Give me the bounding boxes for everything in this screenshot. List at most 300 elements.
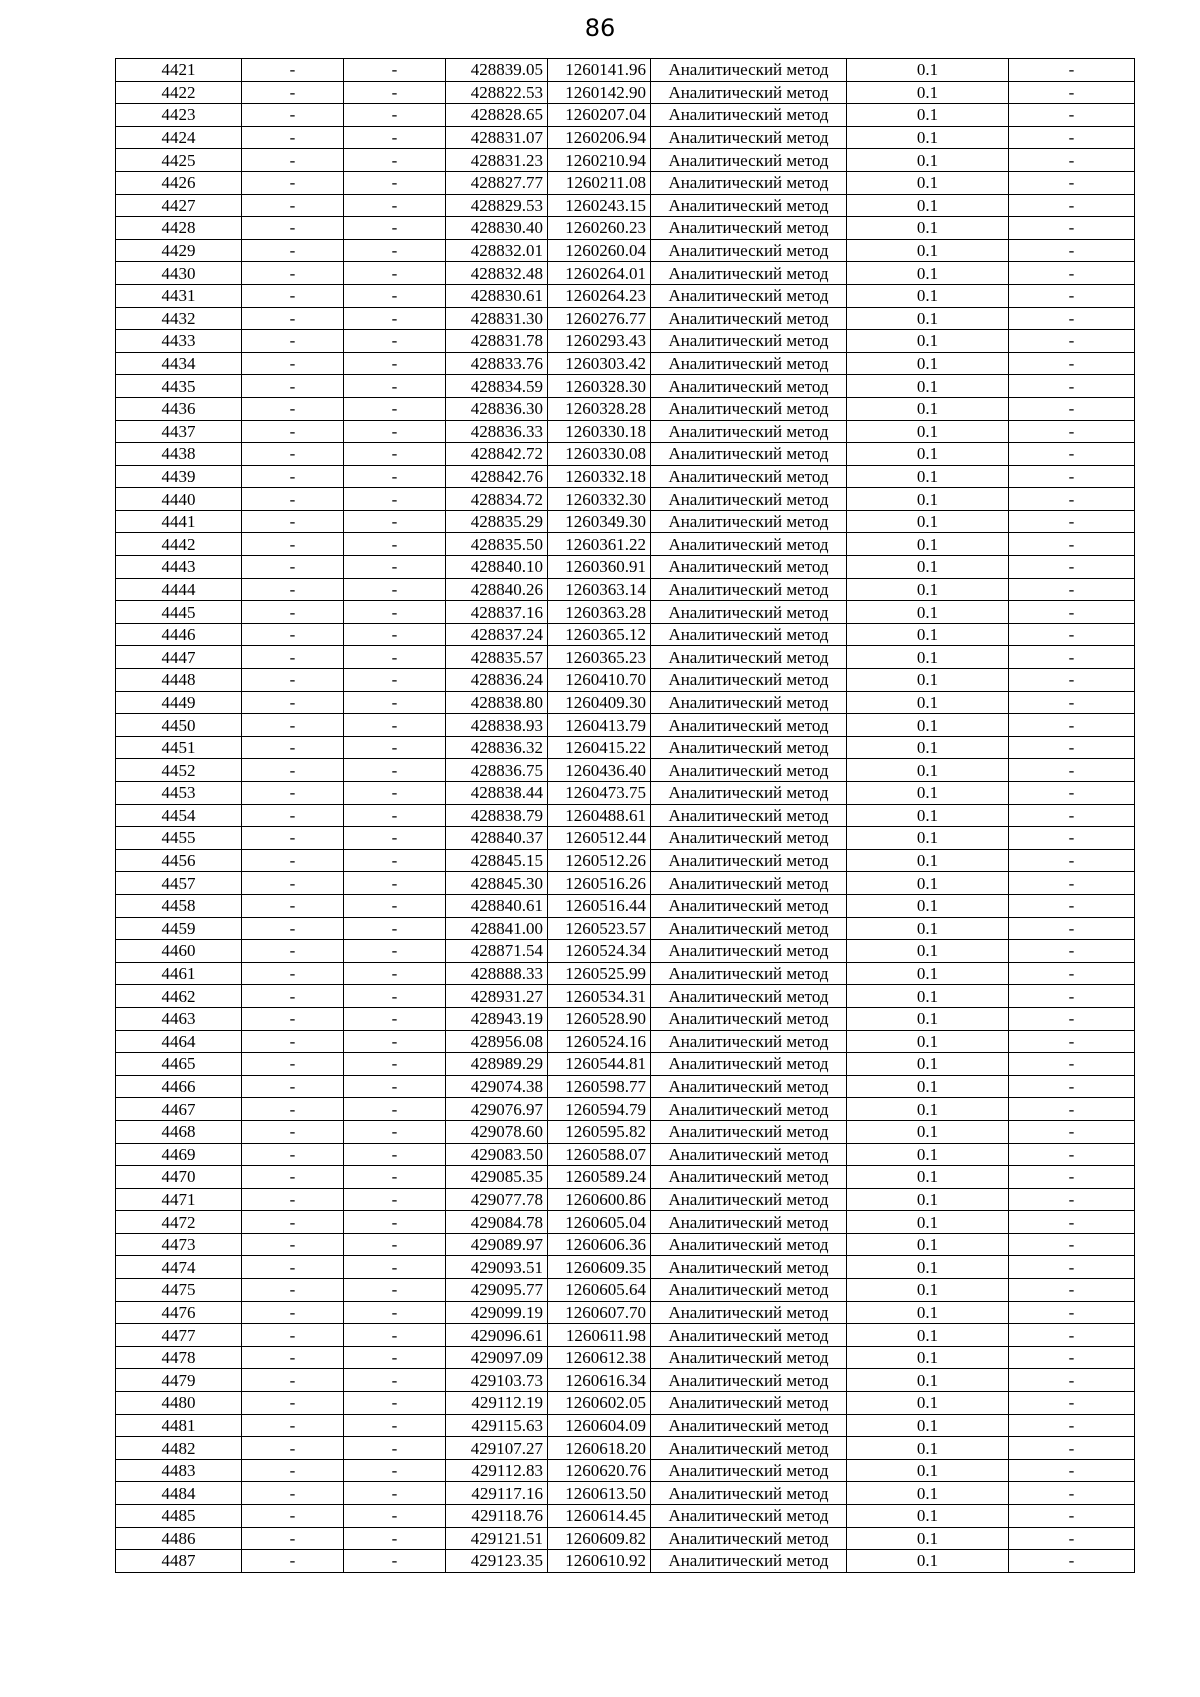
cell-dash-2: -: [344, 126, 446, 149]
y-coordinate: 1260528.90: [548, 1007, 651, 1030]
method-cell: Аналитический метод: [651, 126, 847, 149]
cell-dash-3: -: [1009, 1075, 1135, 1098]
method-cell: Аналитический метод: [651, 330, 847, 353]
cell-dash-1: -: [242, 488, 344, 511]
x-coordinate: 428831.23: [446, 149, 548, 172]
cell-dash-2: -: [344, 1392, 446, 1415]
accuracy-cell: 0.1: [847, 827, 1009, 850]
x-coordinate: 428835.50: [446, 533, 548, 556]
x-coordinate: 429107.27: [446, 1437, 548, 1460]
cell-dash-3: -: [1009, 1482, 1135, 1505]
y-coordinate: 1260264.23: [548, 284, 651, 307]
table-row: [116, 1346, 1135, 1369]
point-number: 4452: [116, 759, 242, 782]
method-cell: Аналитический метод: [651, 623, 847, 646]
accuracy-cell: 0.1: [847, 375, 1009, 398]
y-coordinate: 1260611.98: [548, 1324, 651, 1347]
accuracy-cell: 0.1: [847, 1527, 1009, 1550]
method-cell: Аналитический метод: [651, 1188, 847, 1211]
cell-dash-3: -: [1009, 601, 1135, 624]
cell-dash-1: -: [242, 940, 344, 963]
cell-dash-2: -: [344, 1030, 446, 1053]
accuracy-cell: 0.1: [847, 601, 1009, 624]
accuracy-cell: 0.1: [847, 59, 1009, 82]
cell-dash-2: -: [344, 59, 446, 82]
accuracy-cell: 0.1: [847, 465, 1009, 488]
accuracy-cell: 0.1: [847, 194, 1009, 217]
x-coordinate: 429085.35: [446, 1166, 548, 1189]
cell-dash-2: -: [344, 1301, 446, 1324]
method-cell: Аналитический метод: [651, 104, 847, 127]
y-coordinate: 1260436.40: [548, 759, 651, 782]
accuracy-cell: 0.1: [847, 1505, 1009, 1528]
point-number: 4422: [116, 81, 242, 104]
cell-dash-2: -: [344, 827, 446, 850]
x-coordinate: 429117.16: [446, 1482, 548, 1505]
accuracy-cell: 0.1: [847, 1166, 1009, 1189]
method-cell: Аналитический метод: [651, 1256, 847, 1279]
accuracy-cell: 0.1: [847, 1346, 1009, 1369]
cell-dash-1: -: [242, 126, 344, 149]
table-row: [116, 736, 1135, 759]
cell-dash-1: -: [242, 104, 344, 127]
x-coordinate: 429084.78: [446, 1211, 548, 1234]
y-coordinate: 1260473.75: [548, 782, 651, 805]
accuracy-cell: 0.1: [847, 1075, 1009, 1098]
y-coordinate: 1260524.34: [548, 940, 651, 963]
y-coordinate: 1260360.91: [548, 556, 651, 579]
y-coordinate: 1260616.34: [548, 1369, 651, 1392]
y-coordinate: 1260516.26: [548, 872, 651, 895]
accuracy-cell: 0.1: [847, 81, 1009, 104]
point-number: 4479: [116, 1369, 242, 1392]
x-coordinate: 428836.30: [446, 397, 548, 420]
y-coordinate: 1260260.04: [548, 239, 651, 262]
cell-dash-3: -: [1009, 262, 1135, 285]
x-coordinate: 429118.76: [446, 1505, 548, 1528]
method-cell: Аналитический метод: [651, 397, 847, 420]
point-number: 4442: [116, 533, 242, 556]
y-coordinate: 1260361.22: [548, 533, 651, 556]
cell-dash-1: -: [242, 443, 344, 466]
x-coordinate: 428835.57: [446, 646, 548, 669]
point-number: 4459: [116, 917, 242, 940]
method-cell: Аналитический метод: [651, 1233, 847, 1256]
cell-dash-3: -: [1009, 397, 1135, 420]
cell-dash-2: -: [344, 1527, 446, 1550]
accuracy-cell: 0.1: [847, 985, 1009, 1008]
table-row: [116, 284, 1135, 307]
cell-dash-2: -: [344, 104, 446, 127]
cell-dash-1: -: [242, 330, 344, 353]
cell-dash-2: -: [344, 1053, 446, 1076]
point-number: 4455: [116, 827, 242, 850]
point-number: 4457: [116, 872, 242, 895]
cell-dash-2: -: [344, 759, 446, 782]
x-coordinate: 429099.19: [446, 1301, 548, 1324]
cell-dash-3: -: [1009, 330, 1135, 353]
x-coordinate: 428837.24: [446, 623, 548, 646]
point-number: 4465: [116, 1053, 242, 1076]
table-row: [116, 1188, 1135, 1211]
method-cell: Аналитический метод: [651, 1098, 847, 1121]
x-coordinate: 429077.78: [446, 1188, 548, 1211]
table-row: [116, 262, 1135, 285]
cell-dash-3: -: [1009, 239, 1135, 262]
cell-dash-2: -: [344, 443, 446, 466]
cell-dash-3: -: [1009, 714, 1135, 737]
cell-dash-2: -: [344, 1256, 446, 1279]
cell-dash-1: -: [242, 1143, 344, 1166]
y-coordinate: 1260363.28: [548, 601, 651, 624]
table-row: [116, 1550, 1135, 1573]
point-number: 4445: [116, 601, 242, 624]
accuracy-cell: 0.1: [847, 940, 1009, 963]
accuracy-cell: 0.1: [847, 330, 1009, 353]
x-coordinate: 428833.76: [446, 352, 548, 375]
cell-dash-1: -: [242, 1007, 344, 1030]
cell-dash-1: -: [242, 962, 344, 985]
y-coordinate: 1260303.42: [548, 352, 651, 375]
method-cell: Аналитический метод: [651, 1505, 847, 1528]
cell-dash-3: -: [1009, 1550, 1135, 1573]
cell-dash-1: -: [242, 804, 344, 827]
y-coordinate: 1260602.05: [548, 1392, 651, 1415]
table-row: [116, 623, 1135, 646]
y-coordinate: 1260206.94: [548, 126, 651, 149]
cell-dash-3: -: [1009, 1098, 1135, 1121]
cell-dash-1: -: [242, 714, 344, 737]
point-number: 4427: [116, 194, 242, 217]
cell-dash-2: -: [344, 307, 446, 330]
method-cell: Аналитический метод: [651, 1459, 847, 1482]
point-number: 4453: [116, 782, 242, 805]
x-coordinate: 429112.83: [446, 1459, 548, 1482]
x-coordinate: 428832.48: [446, 262, 548, 285]
y-coordinate: 1260609.35: [548, 1256, 651, 1279]
table-row: [116, 104, 1135, 127]
x-coordinate: 429097.09: [446, 1346, 548, 1369]
method-cell: Аналитический метод: [651, 1369, 847, 1392]
table-row: [116, 1075, 1135, 1098]
method-cell: Аналитический метод: [651, 1075, 847, 1098]
cell-dash-1: -: [242, 1482, 344, 1505]
cell-dash-3: -: [1009, 1143, 1135, 1166]
x-coordinate: 428836.32: [446, 736, 548, 759]
x-coordinate: 428830.40: [446, 217, 548, 240]
cell-dash-2: -: [344, 1505, 446, 1528]
method-cell: Аналитический метод: [651, 510, 847, 533]
point-number: 4439: [116, 465, 242, 488]
point-number: 4444: [116, 578, 242, 601]
cell-dash-2: -: [344, 849, 446, 872]
x-coordinate: 428888.33: [446, 962, 548, 985]
cell-dash-2: -: [344, 239, 446, 262]
table-row: [116, 1053, 1135, 1076]
table-row: [116, 782, 1135, 805]
method-cell: Аналитический метод: [651, 217, 847, 240]
cell-dash-3: -: [1009, 1120, 1135, 1143]
table-row: [116, 849, 1135, 872]
cell-dash-3: -: [1009, 872, 1135, 895]
y-coordinate: 1260332.18: [548, 465, 651, 488]
accuracy-cell: 0.1: [847, 510, 1009, 533]
table-row: [116, 646, 1135, 669]
x-coordinate: 429083.50: [446, 1143, 548, 1166]
cell-dash-2: -: [344, 736, 446, 759]
cell-dash-1: -: [242, 1324, 344, 1347]
cell-dash-2: -: [344, 194, 446, 217]
accuracy-cell: 0.1: [847, 1414, 1009, 1437]
x-coordinate: 429093.51: [446, 1256, 548, 1279]
cell-dash-3: -: [1009, 307, 1135, 330]
point-number: 4426: [116, 171, 242, 194]
table-row: [116, 307, 1135, 330]
cell-dash-1: -: [242, 465, 344, 488]
x-coordinate: 428822.53: [446, 81, 548, 104]
method-cell: Аналитический метод: [651, 827, 847, 850]
method-cell: Аналитический метод: [651, 1053, 847, 1076]
cell-dash-2: -: [344, 1233, 446, 1256]
accuracy-cell: 0.1: [847, 578, 1009, 601]
point-number: 4480: [116, 1392, 242, 1415]
method-cell: Аналитический метод: [651, 759, 847, 782]
y-coordinate: 1260349.30: [548, 510, 651, 533]
method-cell: Аналитический метод: [651, 1324, 847, 1347]
accuracy-cell: 0.1: [847, 126, 1009, 149]
point-number: 4466: [116, 1075, 242, 1098]
cell-dash-1: -: [242, 149, 344, 172]
table-row: [116, 1030, 1135, 1053]
table-row: [116, 556, 1135, 579]
x-coordinate: 428834.72: [446, 488, 548, 511]
method-cell: Аналитический метод: [651, 284, 847, 307]
point-number: 4476: [116, 1301, 242, 1324]
point-number: 4434: [116, 352, 242, 375]
point-number: 4428: [116, 217, 242, 240]
y-coordinate: 1260243.15: [548, 194, 651, 217]
cell-dash-3: -: [1009, 917, 1135, 940]
cell-dash-1: -: [242, 917, 344, 940]
cell-dash-2: -: [344, 917, 446, 940]
table-row: [116, 1437, 1135, 1460]
cell-dash-2: -: [344, 1098, 446, 1121]
method-cell: Аналитический метод: [651, 872, 847, 895]
cell-dash-2: -: [344, 782, 446, 805]
method-cell: Аналитический метод: [651, 149, 847, 172]
cell-dash-2: -: [344, 1143, 446, 1166]
cell-dash-3: -: [1009, 827, 1135, 850]
point-number: 4433: [116, 330, 242, 353]
x-coordinate: 428840.37: [446, 827, 548, 850]
method-cell: Аналитический метод: [651, 1007, 847, 1030]
x-coordinate: 428842.76: [446, 465, 548, 488]
cell-dash-1: -: [242, 1414, 344, 1437]
cell-dash-3: -: [1009, 736, 1135, 759]
y-coordinate: 1260544.81: [548, 1053, 651, 1076]
cell-dash-1: -: [242, 397, 344, 420]
x-coordinate: 428831.07: [446, 126, 548, 149]
method-cell: Аналитический метод: [651, 59, 847, 82]
cell-dash-1: -: [242, 420, 344, 443]
cell-dash-2: -: [344, 940, 446, 963]
y-coordinate: 1260328.30: [548, 375, 651, 398]
cell-dash-2: -: [344, 691, 446, 714]
y-coordinate: 1260607.70: [548, 1301, 651, 1324]
cell-dash-2: -: [344, 669, 446, 692]
method-cell: Аналитический метод: [651, 917, 847, 940]
y-coordinate: 1260332.30: [548, 488, 651, 511]
x-coordinate: 428989.29: [446, 1053, 548, 1076]
table-row: [116, 1301, 1135, 1324]
y-coordinate: 1260488.61: [548, 804, 651, 827]
x-coordinate: 428931.27: [446, 985, 548, 1008]
point-number: 4485: [116, 1505, 242, 1528]
method-cell: Аналитический метод: [651, 194, 847, 217]
table-row: [116, 1279, 1135, 1302]
table-row: [116, 1459, 1135, 1482]
accuracy-cell: 0.1: [847, 1233, 1009, 1256]
cell-dash-1: -: [242, 691, 344, 714]
y-coordinate: 1260330.08: [548, 443, 651, 466]
cell-dash-1: -: [242, 239, 344, 262]
cell-dash-2: -: [344, 262, 446, 285]
accuracy-cell: 0.1: [847, 1279, 1009, 1302]
cell-dash-2: -: [344, 81, 446, 104]
cell-dash-1: -: [242, 1459, 344, 1482]
cell-dash-2: -: [344, 1414, 446, 1437]
cell-dash-3: -: [1009, 1030, 1135, 1053]
x-coordinate: 428838.44: [446, 782, 548, 805]
cell-dash-2: -: [344, 533, 446, 556]
table-row: [116, 420, 1135, 443]
cell-dash-3: -: [1009, 488, 1135, 511]
point-number: 4440: [116, 488, 242, 511]
cell-dash-3: -: [1009, 669, 1135, 692]
point-number: 4487: [116, 1550, 242, 1573]
point-number: 4473: [116, 1233, 242, 1256]
cell-dash-2: -: [344, 1075, 446, 1098]
cell-dash-1: -: [242, 284, 344, 307]
x-coordinate: 429115.63: [446, 1414, 548, 1437]
point-number: 4437: [116, 420, 242, 443]
table-row: [116, 940, 1135, 963]
accuracy-cell: 0.1: [847, 104, 1009, 127]
x-coordinate: 428831.30: [446, 307, 548, 330]
accuracy-cell: 0.1: [847, 623, 1009, 646]
y-coordinate: 1260276.77: [548, 307, 651, 330]
y-coordinate: 1260605.04: [548, 1211, 651, 1234]
point-number: 4469: [116, 1143, 242, 1166]
coordinates-table-body: [116, 59, 1135, 1573]
x-coordinate: 428831.78: [446, 330, 548, 353]
accuracy-cell: 0.1: [847, 239, 1009, 262]
cell-dash-2: -: [344, 714, 446, 737]
method-cell: Аналитический метод: [651, 691, 847, 714]
accuracy-cell: 0.1: [847, 171, 1009, 194]
y-coordinate: 1260524.16: [548, 1030, 651, 1053]
cell-dash-2: -: [344, 352, 446, 375]
x-coordinate: 429076.97: [446, 1098, 548, 1121]
x-coordinate: 428827.77: [446, 171, 548, 194]
point-number: 4460: [116, 940, 242, 963]
table-row: [116, 669, 1135, 692]
point-number: 4482: [116, 1437, 242, 1460]
table-row: [116, 1369, 1135, 1392]
table-row: [116, 149, 1135, 172]
point-number: 4458: [116, 894, 242, 917]
cell-dash-2: -: [344, 375, 446, 398]
method-cell: Аналитический метод: [651, 1120, 847, 1143]
point-number: 4468: [116, 1120, 242, 1143]
cell-dash-3: -: [1009, 759, 1135, 782]
y-coordinate: 1260365.23: [548, 646, 651, 669]
y-coordinate: 1260614.45: [548, 1505, 651, 1528]
x-coordinate: 428845.15: [446, 849, 548, 872]
accuracy-cell: 0.1: [847, 894, 1009, 917]
cell-dash-1: -: [242, 307, 344, 330]
point-number: 4474: [116, 1256, 242, 1279]
accuracy-cell: 0.1: [847, 849, 1009, 872]
cell-dash-3: -: [1009, 985, 1135, 1008]
y-coordinate: 1260330.18: [548, 420, 651, 443]
y-coordinate: 1260620.76: [548, 1459, 651, 1482]
cell-dash-3: -: [1009, 81, 1135, 104]
accuracy-cell: 0.1: [847, 1482, 1009, 1505]
accuracy-cell: 0.1: [847, 962, 1009, 985]
method-cell: Аналитический метод: [651, 556, 847, 579]
table-row: [116, 1143, 1135, 1166]
cell-dash-2: -: [344, 872, 446, 895]
accuracy-cell: 0.1: [847, 420, 1009, 443]
method-cell: Аналитический метод: [651, 714, 847, 737]
method-cell: Аналитический метод: [651, 1030, 847, 1053]
accuracy-cell: 0.1: [847, 284, 1009, 307]
y-coordinate: 1260610.92: [548, 1550, 651, 1573]
page-number: 86: [584, 14, 616, 42]
cell-dash-3: -: [1009, 1188, 1135, 1211]
y-coordinate: 1260604.09: [548, 1414, 651, 1437]
y-coordinate: 1260595.82: [548, 1120, 651, 1143]
cell-dash-3: -: [1009, 940, 1135, 963]
accuracy-cell: 0.1: [847, 646, 1009, 669]
y-coordinate: 1260600.86: [548, 1188, 651, 1211]
cell-dash-2: -: [344, 804, 446, 827]
y-coordinate: 1260363.14: [548, 578, 651, 601]
accuracy-cell: 0.1: [847, 533, 1009, 556]
accuracy-cell: 0.1: [847, 782, 1009, 805]
accuracy-cell: 0.1: [847, 1007, 1009, 1030]
cell-dash-1: -: [242, 533, 344, 556]
cell-dash-1: -: [242, 985, 344, 1008]
table-row: [116, 804, 1135, 827]
table-row: [116, 872, 1135, 895]
method-cell: Аналитический метод: [651, 1550, 847, 1573]
cell-dash-2: -: [344, 985, 446, 1008]
table-row: [116, 1098, 1135, 1121]
point-number: 4429: [116, 239, 242, 262]
accuracy-cell: 0.1: [847, 1211, 1009, 1234]
method-cell: Аналитический метод: [651, 601, 847, 624]
point-number: 4450: [116, 714, 242, 737]
accuracy-cell: 0.1: [847, 1053, 1009, 1076]
y-coordinate: 1260612.38: [548, 1346, 651, 1369]
point-number: 4436: [116, 397, 242, 420]
cell-dash-3: -: [1009, 1324, 1135, 1347]
method-cell: Аналитический метод: [651, 940, 847, 963]
point-number: 4463: [116, 1007, 242, 1030]
point-number: 4432: [116, 307, 242, 330]
